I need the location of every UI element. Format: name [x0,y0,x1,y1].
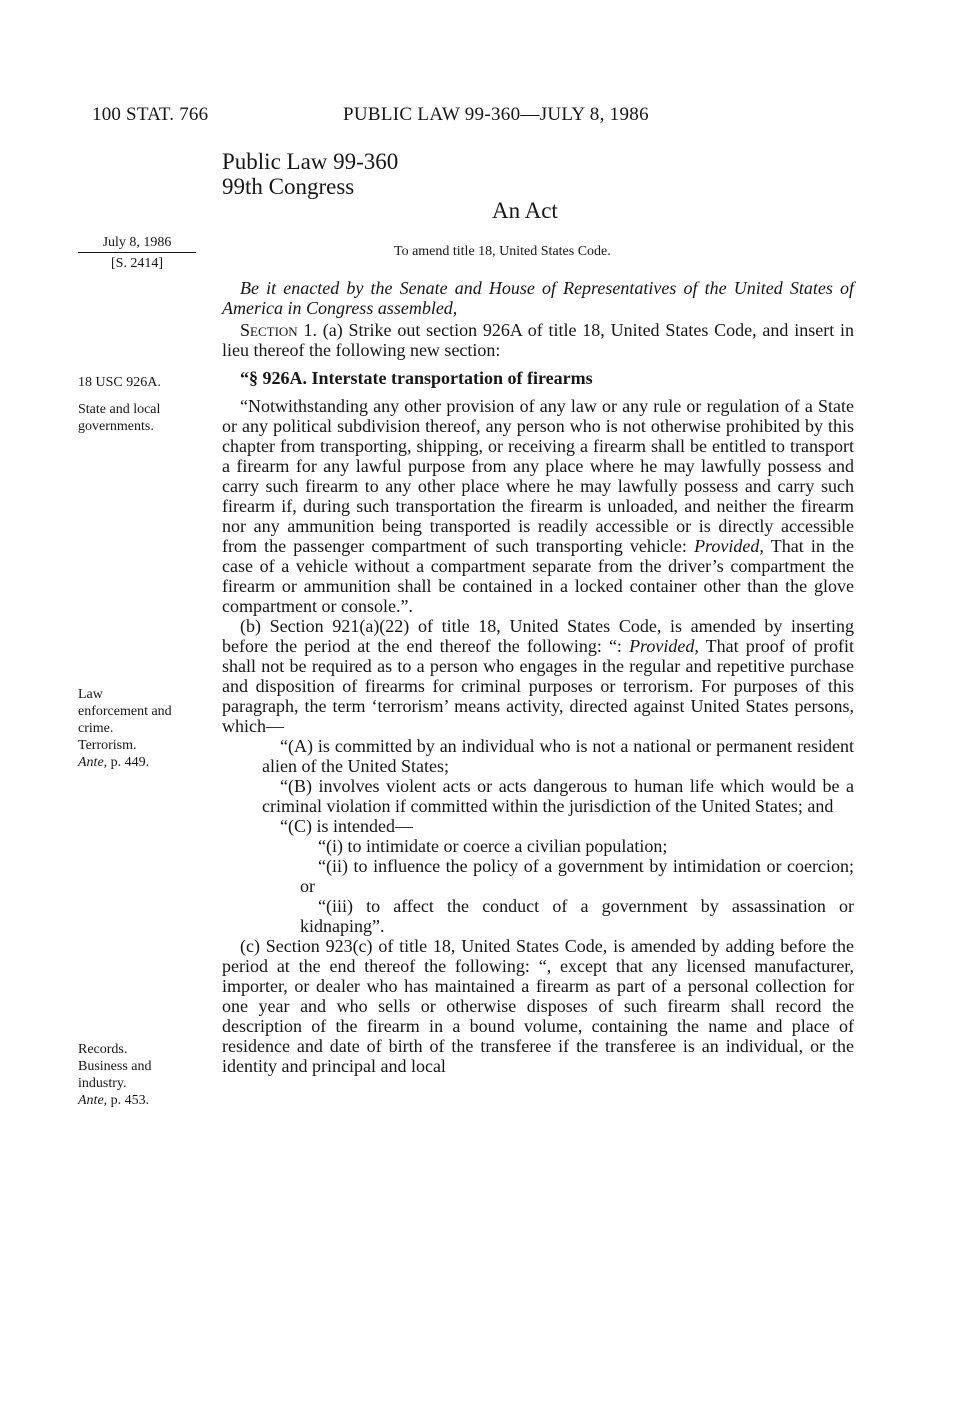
subsection-c: (c) Section 923(c) of title 18, United States Code, is amended by adding before the period at the end thereof the following: “, except that any licensed manufacturer, importer, or dealer who has maintained a firearm as part of a personal collection for one year and who sells or otherwise disposes of such firearm shall record the description of the firearm in a bound volume, containing the name and place of residence and date of birth of the transferee if the transferee is an individual, or the identity and principal and local [222,936,854,1076]
section-1 [222,320,854,360]
section-926a-proviso: That in the case of a vehicle without a compartment separate from the driver’s compartment the firearm or ammunition shall be contained in a locked container other than the glove compartment or console.”. [222,536,854,616]
sidenote-line: Records. [78,1042,128,1057]
sidenote-records [78,1041,152,1109]
sidenote-line [78,754,172,771]
body-text [222,278,854,1076]
section-1-text: 1. (a) Strike out section 926A of title 18, United States Code, and insert in lieu thereof the following new section: [222,320,854,360]
act-purpose: To amend title 18, United States Code. [394,244,611,259]
sidenote-line: crime. [78,721,114,736]
ante-ref: Ante, [78,1093,108,1108]
subsection-b-intro: (b) Section 921(a)(22) of title 18, United States Code, is amended by inserting before the period at the end thereof the following: “: [222,616,854,656]
sidenote-date [78,234,196,272]
sidenote-state-local [78,401,160,435]
section-label: Section [240,320,298,340]
enactment-date: July 8, 1986 [78,234,196,253]
subsection-b [222,616,854,736]
item-i: “(i) to intimidate or coerce a civilian population; [318,836,668,856]
section-926a-heading: “§ 926A. Interstate transportation of firearms [240,368,593,388]
sidenote-line: governments. [78,419,154,434]
law-title-block [222,149,398,199]
congress: 99th Congress [222,174,355,199]
item-ii: “(ii) to influence the policy of a government by intimidation or coercion; or [300,856,854,896]
sidenote-line: industry. [78,1076,127,1091]
act-label: An Act [492,198,558,223]
sidenote-line: Business and [78,1059,152,1074]
item-a: “(A) is committed by an individual who is not a national or permanent resident alien of the United States; [262,736,854,776]
section-926a-body: “Notwithstanding any other provision of any law or any rule or regulation of a State or any political subdivision thereof, any person who is not otherwise prohibited by this chapter from transporting, shipping, or receiving a firearm shall be entitled to transport a firearm for any lawful purpose from any place where he may lawfully possess and carry such firearm to any other place where he may lawfully possess and carry such firearm if, during such transportation the firearm is unloaded, and neither the firearm nor any ammunition being transported is readily accessible or is directly accessible from the passenger compartment of such transporting vehicle: [222,396,854,556]
running-head: PUBLIC LAW 99-360—JULY 8, 1986 [343,104,649,125]
sidenote-line: State and local [78,402,161,417]
sidenote-line: Law [78,687,103,702]
item-b: “(B) involves violent acts or acts dangerous to human life which would be a criminal violation if committed within the jurisdiction of the United States; and [262,776,854,816]
ante-ref: Ante, [78,755,108,770]
law-number: Public Law 99-360 [222,149,399,174]
provided-term: Provided, [629,636,699,656]
page-reference: 100 STAT. 766 [92,104,209,125]
enacting-clause-text: Be it enacted by the Senate and House of Representatives of the United States of America in Congress assembled, [222,278,854,318]
page-ref: p. 453. [110,1093,150,1108]
sidenote-line: enforcement and [78,704,172,719]
item-iii: “(iii) to affect the conduct of a government by assassination or kidnaping”. [300,896,854,936]
sidenote-line [78,1092,152,1109]
page-ref: p. 449. [110,755,150,770]
sidenote-usc: 18 USC 926A. [78,375,161,390]
subsection-b-text: That proof of profit shall not be required as to a person who engages in the regular and repetitive purchase and disposition of firearms for criminal purposes or terrorism. For purposes of this paragraph, the term ‘terrorism’ means activity, directed against United States persons, which— [222,636,854,736]
bill-number: [S. 2414] [110,256,164,271]
sidenote-line: Terrorism. [78,738,137,753]
provided-term: Provided, [694,536,764,556]
enacting-clause [222,278,854,318]
sidenote-law-enforcement [78,686,172,771]
section-926a-text [222,396,854,616]
item-c: “(C) is intended— [280,816,413,836]
